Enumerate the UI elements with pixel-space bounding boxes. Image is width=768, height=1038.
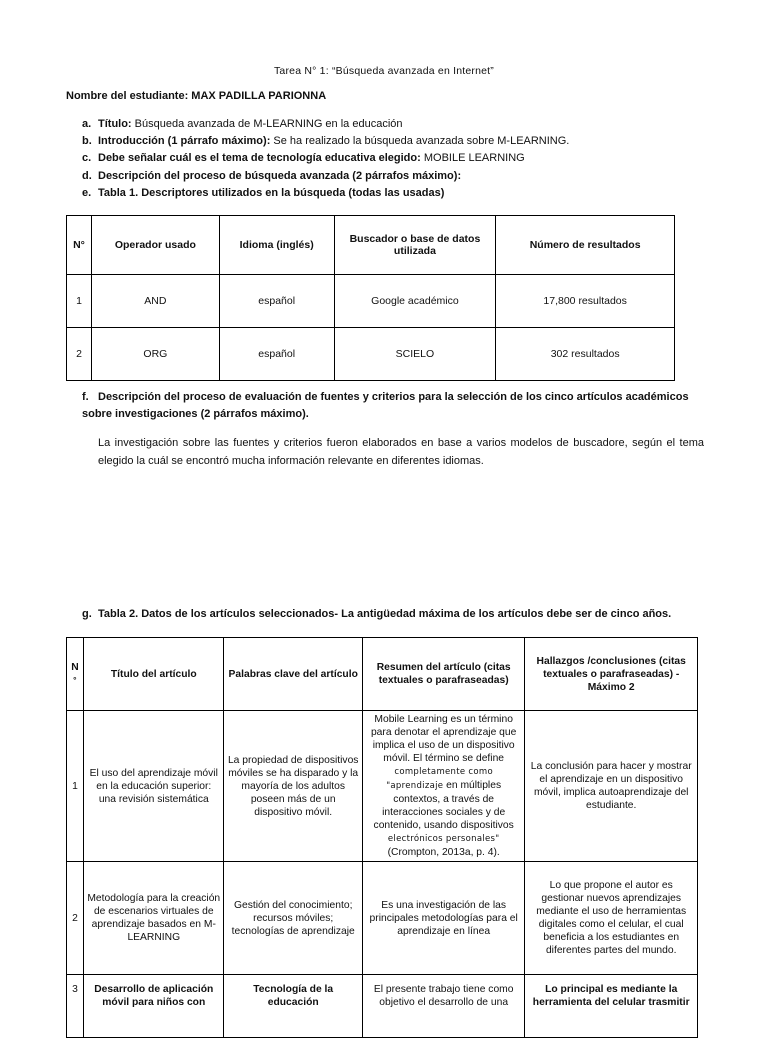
table-cell: Metodología para la creación de escenarios virtuales de aprendizaje basados en M-LEARNING <box>84 862 224 975</box>
table-cell: 1 <box>67 275 92 328</box>
table-cell: 17,800 resultados <box>496 275 675 328</box>
table-cell: La conclusión para hacer y mostrar el aprendizaje en un dispositivo móvil, implica autoaprendizaje del estudiante. <box>525 711 698 862</box>
header-n: N <box>71 662 79 673</box>
section-heading: Tabla 2. Datos de los artículos seleccionados- La antigüedad máxima de los artículos debe ser de cinco años. <box>98 608 672 620</box>
item-letter: e. <box>82 186 92 199</box>
student-name: Nombre del estudiante: MAX PADILLA PARIONNA <box>66 90 327 102</box>
item-text: Búsqueda avanzada de M-LEARNING en la educación <box>131 118 403 130</box>
table-cell: 1 <box>67 711 84 862</box>
item-label: Introducción (1 párrafo máximo): <box>98 135 271 148</box>
item-label: Debe señalar cuál es el tema de tecnología educativa elegido: <box>98 152 421 165</box>
item-list <box>82 116 712 202</box>
column-header-number <box>67 638 84 711</box>
table-cell: 2 <box>67 328 92 381</box>
column-header: Idioma (inglés) <box>219 216 334 275</box>
item-letter: g. <box>82 608 92 620</box>
table-cell: 2 <box>67 862 84 975</box>
table-header-row <box>67 638 698 711</box>
section-heading: Descripción del proceso de evaluación de fuentes y criterios para la selección de los cinco artículos académicos sobre investigaciones (2 párrafos máximo). <box>82 391 689 420</box>
summary-text: completamente como "aprendizaje <box>386 767 493 791</box>
item-text: MOBILE LEARNING <box>420 152 525 165</box>
item-letter: d. <box>82 169 92 182</box>
item-e <box>82 185 712 202</box>
column-header: Hallazgos /conclusiones (citas textuales o parafraseadas) - Máximo 2 <box>525 638 698 711</box>
table-row <box>67 975 698 1038</box>
table-cell: Desarrollo de aplicación móvil para niños con <box>84 975 224 1038</box>
table-cell: Gestión del conocimiento; recursos móviles; tecnologías de aprendizaje <box>224 862 362 975</box>
table-cell: La propiedad de dispositivos móviles se ha disparado y la mayoría de los adultos poseen más de un dispositivo móvil. <box>224 711 362 862</box>
table-cell: El uso del aprendizaje móvil en la educación superior: una revisión sistemática <box>84 711 224 862</box>
table-row <box>67 862 698 975</box>
item-text: Se ha realizado la búsqueda avanzada sobre M-LEARNING. <box>270 135 570 148</box>
table-cell-summary <box>362 711 525 862</box>
item-letter: f. <box>82 391 89 403</box>
table-cell: 302 resultados <box>496 328 675 381</box>
column-header: Buscador o base de datos utilizada <box>334 216 496 275</box>
descriptors-table <box>66 215 675 381</box>
table-cell: español <box>219 328 334 381</box>
section-g-heading <box>82 608 671 620</box>
column-header: Resumen del artículo (citas textuales o parafraseadas) <box>362 638 525 711</box>
item-label: Tabla 1. Descriptores utilizados en la búsqueda (todas las usadas) <box>98 186 445 199</box>
item-letter: a. <box>82 118 92 130</box>
table-cell: español <box>219 275 334 328</box>
item-c <box>82 150 712 167</box>
column-header: Operador usado <box>91 216 219 275</box>
item-letter: b. <box>82 135 92 148</box>
table-cell: Google académico <box>334 275 496 328</box>
document-title: Tarea N° 1: “Búsqueda avanzada en Internet” <box>273 65 494 77</box>
table-row <box>67 275 675 328</box>
table-row <box>67 328 675 381</box>
table-cell: Es una investigación de las principales metodologías para el aprendizaje en línea <box>362 862 525 975</box>
item-letter: c. <box>82 152 92 165</box>
item-d <box>82 168 712 185</box>
summary-text: en múltiples contextos, a través de interacciones sociales y de contenido, usando dispositivos <box>373 780 514 831</box>
table-cell: Lo que propone el autor es gestionar nuevos aprendizajes mediante el uso de herramientas digitales como el celular, el cual beneficia a los estudiantes en diferentes partes del mundo. <box>525 862 698 975</box>
table-cell: 3 <box>67 975 84 1038</box>
item-label: Descripción del proceso de búsqueda avanzada (2 párrafos máximo): <box>98 169 462 182</box>
section-f-paragraph: La investigación sobre las fuentes y criterios fueron elaborados en base a varios modelos de buscadore, según el tema elegido la cuál se encontró mucha información relevante en diferentes idiomas. <box>98 437 704 467</box>
articles-table <box>66 637 698 1038</box>
column-header: N° <box>67 216 92 275</box>
table-cell: Tecnología de la educación <box>224 975 362 1038</box>
table-cell: El presente trabajo tiene como objetivo el desarrollo de una <box>362 975 525 1038</box>
column-header: Número de resultados <box>496 216 675 275</box>
section-f-heading <box>82 389 704 423</box>
table-cell: ORG <box>91 328 219 381</box>
column-header: Palabras clave del artículo <box>224 638 362 711</box>
item-a <box>82 116 712 133</box>
item-b <box>82 133 712 150</box>
item-label: Título: <box>98 118 132 130</box>
header-degree: ° <box>73 675 77 685</box>
summary-text: (Crompton, 2013a, p. 4). <box>387 847 500 858</box>
table-row <box>67 711 698 862</box>
summary-text: Mobile Learning es un término para denotar el aprendizaje que implica el uso de un dispositivo móvil. El término se define <box>370 714 517 764</box>
column-header: Título del artículo <box>84 638 224 711</box>
table-cell: AND <box>91 275 219 328</box>
table-cell: Lo principal es mediante la herramienta del celular trasmitir <box>525 975 698 1038</box>
table-cell: SCIELO <box>334 328 496 381</box>
summary-text: electrónicos personales" <box>387 834 500 844</box>
table-header-row <box>67 216 675 275</box>
